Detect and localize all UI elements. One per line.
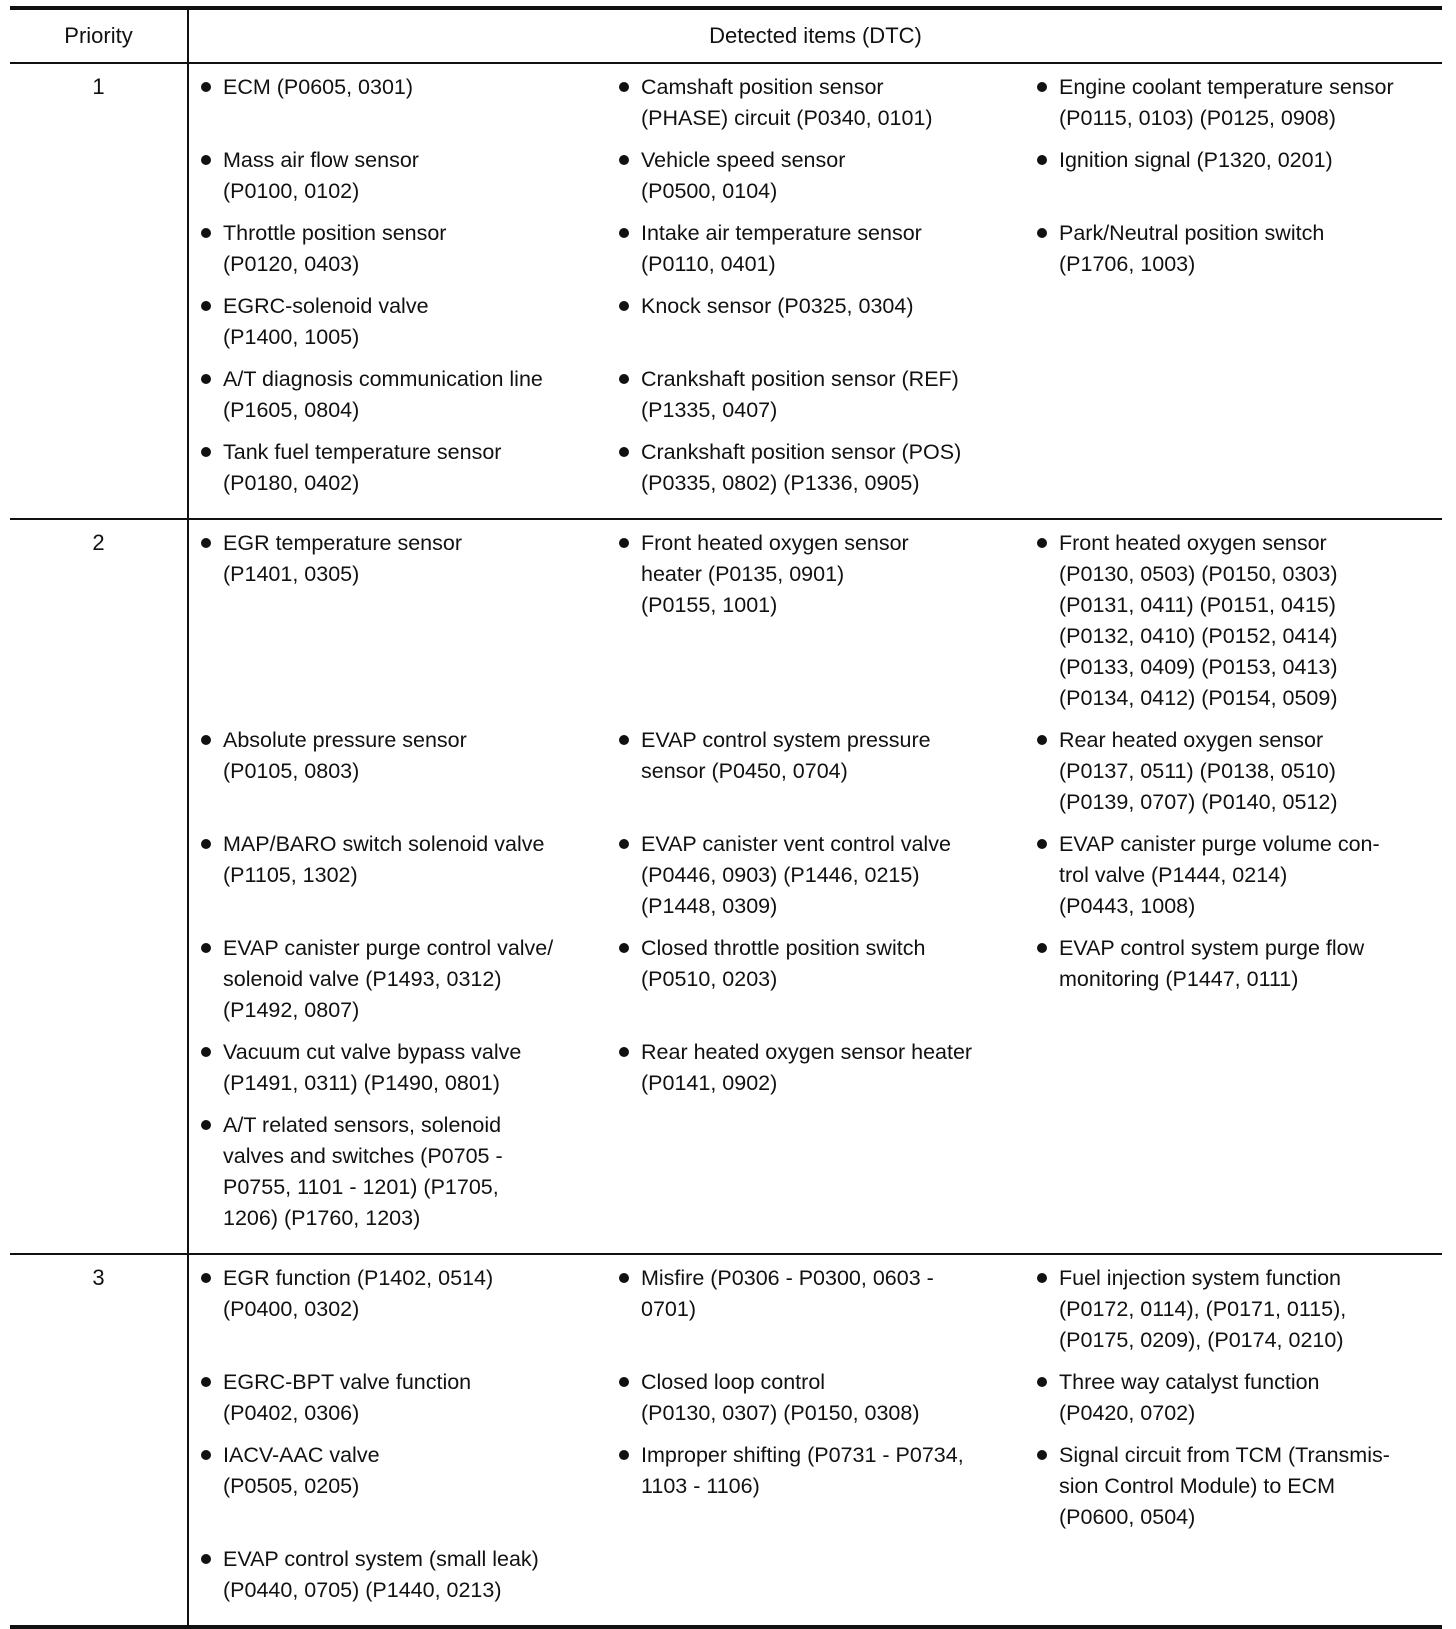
dtc-item-text: Misfire (P0306 - P0300, 0603 - 0701) (641, 1266, 934, 1321)
dtc-item (617, 291, 1031, 353)
dtc-item (199, 725, 613, 818)
empty-slot (1035, 437, 1449, 499)
bullet-icon (619, 447, 629, 457)
dtc-item (1035, 1367, 1449, 1429)
dtc-item (199, 218, 613, 280)
dtc-item-text: A/T diagnosis communication line (P1605, 0804) (223, 367, 543, 422)
dtc-item-text: Improper shifting (P0731 - P0734, 1103 - 1106) (641, 1443, 964, 1498)
bullet-icon (619, 1377, 629, 1387)
header-row (10, 8, 1442, 63)
bullet-icon (619, 82, 629, 92)
dtc-item (199, 933, 613, 1026)
dtc-item-text: Three way catalyst function (P0420, 0702) (1059, 1370, 1320, 1425)
empty-slot (1035, 364, 1449, 426)
dtc-item (617, 1367, 1031, 1429)
empty-slot (1035, 1544, 1449, 1606)
dtc-item-text: Throttle position sensor (P0120, 0403) (223, 221, 447, 276)
detected-items-cell (188, 1254, 1442, 1627)
dtc-item-text: Closed loop control (P0130, 0307) (P0150, 0308) (641, 1370, 920, 1425)
dtc-item-text: Front heated oxygen sensor (P0130, 0503) (P0150, 0303) (P0131, 0411) (P0151, 0415) (P0132, 0410) (P0152, 0414) (P0133, 0409) (P0153, 0413) (P0134, 0412) (P0154, 0509) (1059, 531, 1338, 710)
dtc-item (1035, 72, 1449, 134)
dtc-item (617, 1440, 1031, 1533)
dtc-item (199, 528, 613, 714)
dtc-item-text: Knock sensor (P0325, 0304) (641, 294, 914, 318)
dtc-item (617, 1263, 1031, 1356)
dtc-item (199, 1440, 613, 1533)
dtc-item-text: Camshaft position sensor (PHASE) circuit (P0340, 0101) (641, 75, 933, 130)
dtc-item-text: Fuel injection system function (P0172, 0114), (P0171, 0115), (P0175, 0209), (P0174, 0210) (1059, 1266, 1347, 1352)
dtc-item-text: Rear heated oxygen sensor heater (P0141, 0902) (641, 1040, 973, 1095)
bullet-icon (619, 839, 629, 849)
bullet-icon (1037, 735, 1047, 745)
dtc-item-text: EGR function (P1402, 0514) (P0400, 0302) (223, 1266, 494, 1321)
empty-slot (1035, 1037, 1449, 1099)
dtc-item-text: EGRC-solenoid valve (P1400, 1005) (223, 294, 429, 349)
dtc-item-text: Vacuum cut valve bypass valve (P1491, 0311) (P1490, 0801) (223, 1040, 522, 1095)
dtc-item (617, 829, 1031, 922)
dtc-priority-table (10, 6, 1442, 1629)
dtc-item (617, 218, 1031, 280)
dtc-item-text: Crankshaft position sensor (POS) (P0335, 0802) (P1336, 0905) (641, 440, 962, 495)
empty-slot (1035, 1110, 1449, 1234)
dtc-item (1035, 829, 1449, 922)
priority-group-row (10, 63, 1442, 519)
dtc-item (617, 437, 1031, 499)
bullet-icon (201, 1120, 211, 1130)
dtc-item (1035, 1263, 1449, 1356)
bullet-icon (1037, 155, 1047, 165)
detected-items-grid (189, 520, 1442, 1253)
dtc-item-text: Rear heated oxygen sensor (P0137, 0511) (P0138, 0510) (P0139, 0707) (P0140, 0512) (1059, 728, 1338, 814)
dtc-item-text: EVAP control system pressure sensor (P0450, 0704) (641, 728, 931, 783)
dtc-item-text: MAP/BARO switch solenoid valve (P1105, 1302) (223, 832, 545, 887)
dtc-item-text: Park/Neutral position switch (P1706, 1003) (1059, 221, 1325, 276)
dtc-item (1035, 933, 1449, 1026)
detected-items-cell (188, 63, 1442, 519)
bullet-icon (201, 943, 211, 953)
dtc-item-text: Mass air flow sensor (P0100, 0102) (223, 148, 419, 203)
dtc-item (1035, 1440, 1449, 1533)
dtc-item (199, 1263, 613, 1356)
dtc-item (199, 829, 613, 922)
dtc-item-text: Absolute pressure sensor (P0105, 0803) (223, 728, 467, 783)
dtc-item-text: EVAP canister purge control valve/ solenoid valve (P1493, 0312) (P1492, 0807) (223, 936, 554, 1022)
bullet-icon (619, 735, 629, 745)
dtc-item-text: EVAP control system purge flow monitoring (P1447, 0111) (1059, 936, 1365, 991)
bullet-icon (619, 374, 629, 384)
priority-number: 2 (10, 519, 188, 1254)
dtc-item (617, 725, 1031, 818)
dtc-item (1035, 145, 1449, 207)
dtc-item (1035, 725, 1449, 818)
bullet-icon (201, 1273, 211, 1283)
detected-items-grid (189, 1255, 1442, 1625)
dtc-item (617, 145, 1031, 207)
dtc-item-text: Engine coolant temperature sensor (P0115, 0103) (P0125, 0908) (1059, 75, 1394, 130)
bullet-icon (1037, 538, 1047, 548)
dtc-item (199, 437, 613, 499)
dtc-item (199, 1037, 613, 1099)
dtc-item (199, 72, 613, 134)
empty-slot (617, 1110, 1031, 1234)
dtc-item-text: Tank fuel temperature sensor (P0180, 0402) (223, 440, 502, 495)
dtc-item-text: IACV-AAC valve (P0505, 0205) (223, 1443, 380, 1498)
dtc-item-text: Ignition signal (P1320, 0201) (1059, 148, 1333, 172)
bullet-icon (201, 538, 211, 548)
dtc-item (199, 364, 613, 426)
detected-items-header: Detected items (DTC) (188, 8, 1442, 63)
dtc-item-text: Signal circuit from TCM (Transmis- sion Control Module) to ECM (P0600, 0504) (1059, 1443, 1390, 1529)
bullet-icon (201, 82, 211, 92)
bullet-icon (1037, 228, 1047, 238)
bullet-icon (619, 1273, 629, 1283)
dtc-item (199, 291, 613, 353)
dtc-item (199, 1544, 613, 1606)
priority-number: 3 (10, 1254, 188, 1627)
empty-slot (617, 1544, 1031, 1606)
dtc-item (617, 364, 1031, 426)
bullet-icon (619, 538, 629, 548)
dtc-item (1035, 218, 1449, 280)
dtc-item-text: EVAP canister vent control valve (P0446, 0903) (P1446, 0215) (P1448, 0309) (641, 832, 951, 918)
bullet-icon (1037, 839, 1047, 849)
empty-slot (1035, 291, 1449, 353)
dtc-item (1035, 528, 1449, 714)
bullet-icon (619, 1450, 629, 1460)
dtc-item (199, 1110, 613, 1234)
dtc-item-text: Front heated oxygen sensor heater (P0135, 0901) (P0155, 1001) (641, 531, 909, 617)
detected-items-cell (188, 519, 1442, 1254)
priority-header: Priority (10, 8, 188, 63)
bullet-icon (201, 155, 211, 165)
bullet-icon (1037, 1377, 1047, 1387)
dtc-item (617, 72, 1031, 134)
dtc-item-text: Vehicle speed sensor (P0500, 0104) (641, 148, 846, 203)
bullet-icon (201, 1047, 211, 1057)
dtc-item (617, 933, 1031, 1026)
dtc-item (617, 1037, 1031, 1099)
bullet-icon (201, 1450, 211, 1460)
bullet-icon (1037, 82, 1047, 92)
bullet-icon (619, 1047, 629, 1057)
priority-group-row (10, 1254, 1442, 1627)
bullet-icon (201, 374, 211, 384)
detected-items-grid (189, 64, 1442, 518)
dtc-item-text: Closed throttle position switch (P0510, 0203) (641, 936, 926, 991)
bullet-icon (201, 228, 211, 238)
bullet-icon (619, 155, 629, 165)
bullet-icon (201, 1377, 211, 1387)
bullet-icon (619, 228, 629, 238)
bullet-icon (619, 301, 629, 311)
dtc-item-text: A/T related sensors, solenoid valves and switches (P0705 - P0755, 1101 - 1201) (P1705, 1206) (P1760, 1203) (223, 1113, 503, 1230)
bullet-icon (1037, 1450, 1047, 1460)
bullet-icon (201, 447, 211, 457)
bullet-icon (201, 839, 211, 849)
bullet-icon (201, 301, 211, 311)
dtc-item (199, 145, 613, 207)
bullet-icon (201, 1554, 211, 1564)
dtc-item-text: EGRC-BPT valve function (P0402, 0306) (223, 1370, 472, 1425)
dtc-item-text: ECM (P0605, 0301) (223, 75, 414, 99)
priority-group-row (10, 519, 1442, 1254)
bullet-icon (201, 735, 211, 745)
bullet-icon (1037, 943, 1047, 953)
dtc-item-text: EVAP control system (small leak) (P0440, 0705) (P1440, 0213) (223, 1547, 539, 1602)
dtc-item (617, 528, 1031, 714)
bullet-icon (619, 943, 629, 953)
dtc-item (199, 1367, 613, 1429)
dtc-item-text: EVAP canister purge volume con- trol valve (P1444, 0214) (P0443, 1008) (1059, 832, 1380, 918)
dtc-item-text: EGR temperature sensor (P1401, 0305) (223, 531, 462, 586)
dtc-item-text: Intake air temperature sensor (P0110, 0401) (641, 221, 922, 276)
bullet-icon (1037, 1273, 1047, 1283)
dtc-item-text: Crankshaft position sensor (REF) (P1335, 0407) (641, 367, 959, 422)
priority-number: 1 (10, 63, 188, 519)
